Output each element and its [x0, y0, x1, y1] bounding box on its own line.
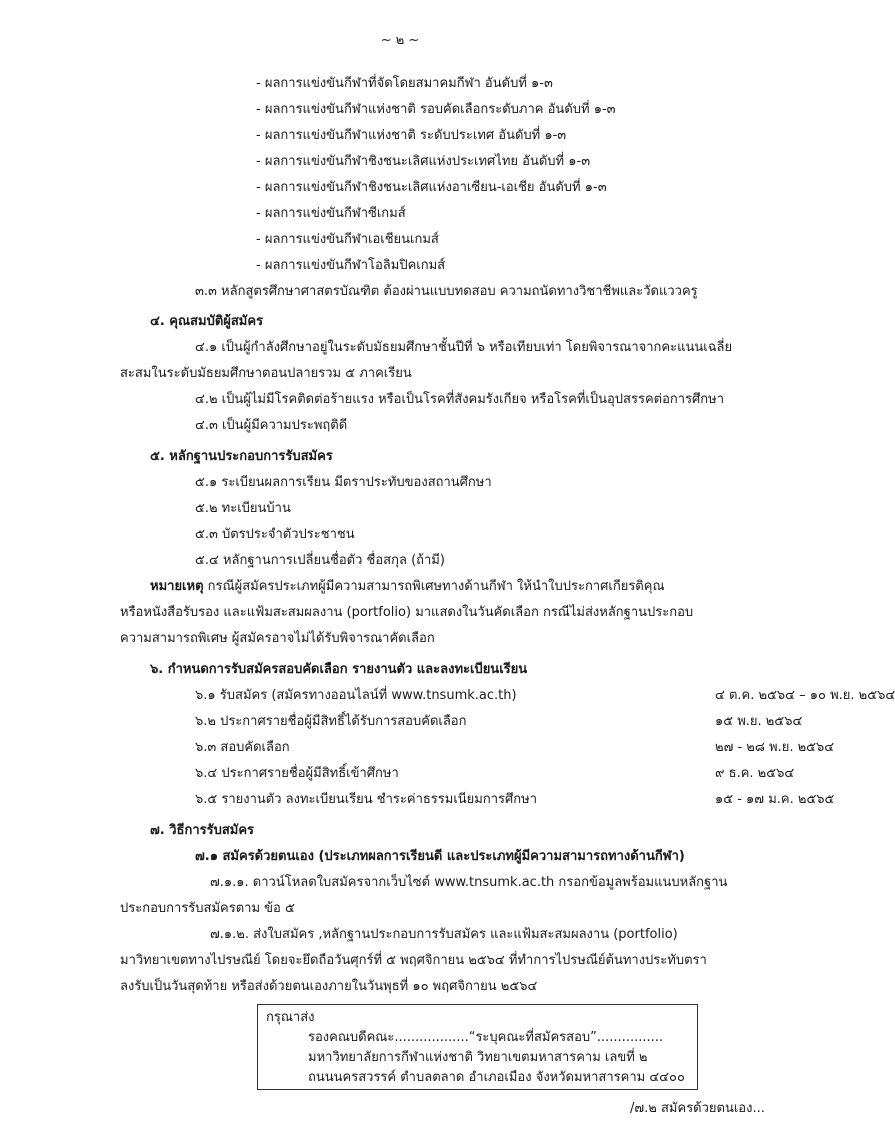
- dots: ..................: [394, 1030, 469, 1045]
- schedule-row: [195, 739, 835, 757]
- schedule-date: ๙ ธ.ค. ๒๕๖๔: [715, 766, 795, 781]
- section4-item-2: ๔.๒ เป็นผู้ไม่มีโรคติดต่อร้ายแรง หรือเป็นโรคที่สังคมรังเกียจ หรือโรคที่เป็นอุปสรรคต่อการศึกษา: [195, 392, 725, 407]
- section7-sub-heading: ๗.๑ สมัครด้วยตนเอง (ประเภทผลการเรียนดี และประเภทผู้มีความสามารถทางด้านกีฬา): [195, 849, 685, 864]
- schedule-date: ๔ ต.ค. ๒๕๖๔ – ๑๐ พ.ย. ๒๕๖๔: [715, 688, 895, 703]
- section5-item-1: ๕.๑ ระเบียนผลการเรียน มีตราประทับของสถานศึกษา: [195, 475, 492, 490]
- section7-p2-line3: ลงรับเป็นวันสุดท้าย หรือส่งด้วยตนเองภายในวันพุธที่ ๑๐ พฤศจิกายน ๒๕๖๔: [120, 979, 538, 994]
- section6-heading: ๖. กำหนดการรับสมัครสอบคัดเลือก รายงานตัว และลงทะเบียนเรียน: [150, 662, 528, 677]
- schedule-label: ๖.๔ ประกาศรายชื่อผู้มีสิทธิ์เข้าศึกษา: [195, 766, 399, 781]
- address-line-2: มหาวิทยาลัยการกีฬาแห่งชาติ วิทยาเขตมหาสารคาม เลขที่ ๒: [308, 1050, 648, 1065]
- continuation-note: /๗.๒ สมัครด้วยตนเอง...: [630, 1101, 765, 1116]
- address-box-label: กรุณาส่ง: [266, 1010, 315, 1025]
- section5-heading: ๕. หลักฐานประกอบการรับสมัคร: [150, 449, 333, 464]
- schedule-label: ๖.๑ รับสมัคร (สมัครทางออนไลน์ที่ www.tnsumk.ac.th): [195, 688, 517, 703]
- dots: ................: [596, 1030, 664, 1045]
- item-3-3: ๓.๓ หลักสูตรศึกษาศาสตรบัณฑิต ต้องผ่านแบบทดสอบ ความถนัดทางวิชาชีพและวัดแววครู: [195, 284, 698, 299]
- schedule-row: [195, 713, 803, 731]
- section7-p2-line1: ๗.๑.๒. ส่งใบสมัคร ,หลักฐานประกอบการรับสมัคร และแฟ้มสะสมผลงาน (portfolio): [210, 927, 678, 942]
- faculty-placeholder: “ระบุคณะที่สมัครสอบ”: [468, 1030, 597, 1045]
- schedule-label: ๖.๓ สอบคัดเลือก: [195, 740, 290, 755]
- note-line-1: [150, 578, 665, 596]
- section7-p1-line1: ๗.๑.๑. ดาวน์โหลดใบสมัครจากเว็บไซต์ www.tnsumk.ac.th กรอกข้อมูลพร้อมแนบหลักฐาน: [210, 875, 728, 890]
- list-item: - ผลการแข่งขันกีฬาแห่งชาติ ระดับประเทศ อันดับที่ ๑-๓: [256, 128, 567, 143]
- schedule-label: ๖.๕ รายงานตัว ลงทะเบียนเรียน ชำระค่าธรรมเนียมการศึกษา: [195, 792, 538, 807]
- list-item: - ผลการแข่งขันกีฬาโอลิมปิคเกมส์: [256, 258, 446, 273]
- note-text-1: กรณีผู้สมัครประเภทผู้มีความสามารถพิเศษทางด้านกีฬา ให้นำใบประกาศเกียรติคุณ: [207, 579, 665, 594]
- note-line-2: หรือหนังสือรับรอง และแฟ้มสะสมผลงาน (portfolio) มาแสดงในวันคัดเลือก กรณีไม่ส่งหลักฐานประกอบ: [120, 605, 694, 620]
- section7-p2-line2: มาวิทยาเขตทางไปรษณีย์ โดยจะยึดถือวันศุกร์ที่ ๕ พฤศจิกายน ๒๕๖๔ ที่ทำการไปรษณีย์ต้นทางประทับตรา: [120, 953, 707, 968]
- section5-item-3: ๕.๓ บัตรประจำตัวประชาชน: [195, 527, 355, 542]
- schedule-row: [195, 687, 895, 705]
- schedule-label: ๖.๒ ประกาศรายชื่อผู้มีสิทธิ์ได้รับการสอบคัดเลือก: [195, 714, 467, 729]
- schedule-row: [195, 765, 795, 783]
- section4-item-1: ๔.๑ เป็นผู้กำลังศึกษาอยู่ในระดับมัธยมศึกษาชั้นปีที่ ๖ หรือเทียบเท่า โดยพิจารณาจากคะแนนเฉลี่ย: [195, 340, 733, 355]
- list-item: - ผลการแข่งขันกีฬาเอเชียนเกมส์: [256, 232, 439, 247]
- list-item: - ผลการแข่งขันกีฬาชิงชนะเลิศแห่งประเทศไทย อันดับที่ ๑-๓: [256, 154, 591, 169]
- schedule-date: ๑๕ - ๑๗ ม.ค. ๒๕๖๕: [715, 792, 835, 807]
- note-label: หมายเหตุ: [150, 579, 204, 594]
- address-line-3: ถนนนครสวรรค์ ตำบลตลาด อำเภอเมือง จังหวัดมหาสารคาม ๔๔๐๐: [308, 1070, 685, 1085]
- page-number: ~ ๒ ~: [380, 33, 420, 48]
- list-item: - ผลการแข่งขันกีฬาที่จัดโดยสมาคมกีฬา อันดับที่ ๑-๓: [256, 76, 553, 91]
- section4-item-3: ๔.๓ เป็นผู้มีความประพฤติดี: [195, 418, 348, 433]
- schedule-date: ๒๗ - ๒๘ พ.ย. ๒๕๖๔: [715, 740, 835, 755]
- section5-item-4: ๕.๔ หลักฐานการเปลี่ยนชื่อตัว ชื่อสกุล (ถ้ามี): [195, 553, 445, 568]
- section4-heading: ๔. คุณสมบัติผู้สมัคร: [150, 314, 264, 329]
- schedule-date: ๑๕ พ.ย. ๒๕๖๔: [715, 714, 803, 729]
- section5-item-2: ๕.๒ ทะเบียนบ้าน: [195, 501, 291, 516]
- note-line-3: ความสามารถพิเศษ ผู้สมัครอาจไม่ได้รับพิจารณาคัดเลือก: [120, 631, 435, 646]
- section4-item-1-cont: สะสมในระดับมัธยมศึกษาตอนปลายรวม ๕ ภาคเรียน: [120, 366, 412, 381]
- list-item: - ผลการแข่งขันกีฬาชิงชนะเลิศแห่งอาเซียน-เอเชีย อันดับที่ ๑-๓: [256, 180, 607, 195]
- schedule-row: [195, 791, 835, 809]
- address-recipient: [308, 1029, 663, 1047]
- recipient-prefix: รองคณบดีคณะ: [308, 1030, 395, 1045]
- list-item: - ผลการแข่งขันกีฬาซีเกมส์: [256, 206, 406, 221]
- list-item: - ผลการแข่งขันกีฬาแห่งชาติ รอบคัดเลือกระดับภาค อันดับที่ ๑-๓: [256, 102, 616, 117]
- section7-p1-line2: ประกอบการรับสมัครตาม ข้อ ๕: [120, 901, 295, 916]
- section7-heading: ๗. วิธีการรับสมัคร: [150, 823, 255, 838]
- address-box: [257, 1004, 698, 1090]
